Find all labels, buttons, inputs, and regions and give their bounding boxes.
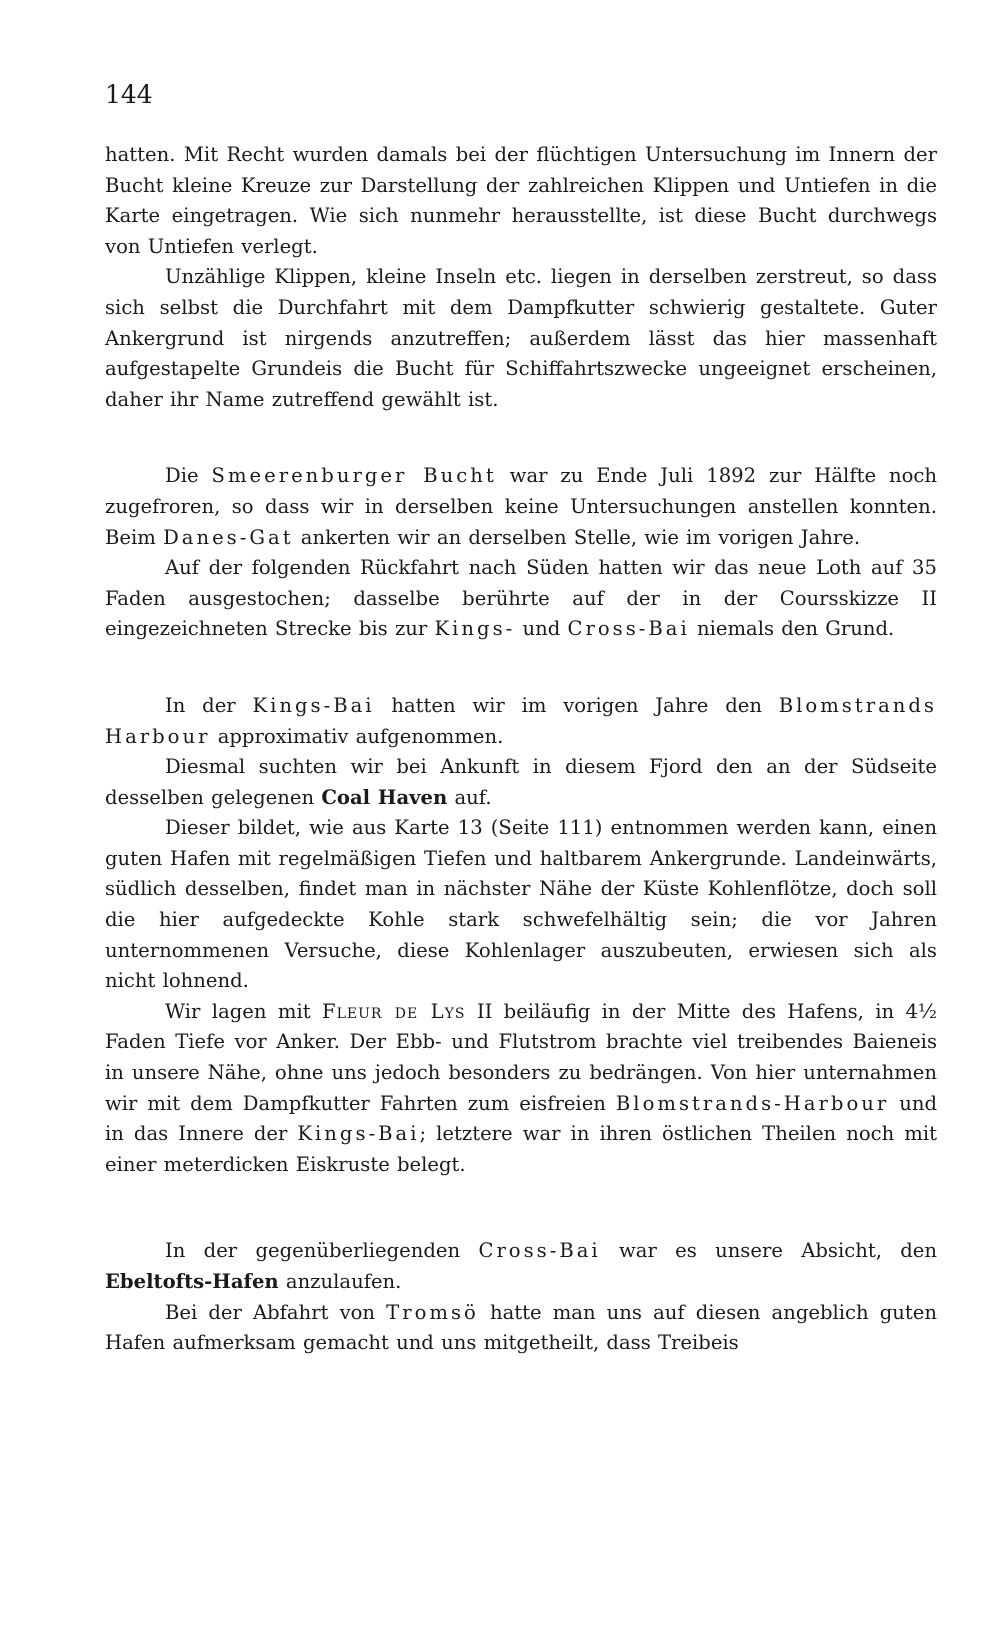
text-run: Bei der Abfahrt von xyxy=(165,1300,387,1324)
text-run: anzulaufen. xyxy=(278,1270,402,1293)
text-run: und in das Innere der xyxy=(105,1091,938,1146)
text-run: niemals den Grund. xyxy=(689,617,895,641)
text-run-spaced: Danes-Gat xyxy=(163,525,294,549)
text-run: und xyxy=(515,617,568,641)
page-number: 144 xyxy=(105,80,153,109)
text-run-spaced: Kings- xyxy=(434,617,516,641)
text-run: auf. xyxy=(447,785,492,809)
text-run: Dieser bildet, wie aus Karte 13 (Seite 111) entnommen werden kann, einen guten Hafen mit regelmäßigen Tiefen und haltbarem Ankergrunde. Landeinwärts, südlich desselben, findet man in nächster Nähe der Küste Kohlenflötze, doch soll die hier aufgedeckte Kohle stark schwefelhältig sein; die vor Jahren unternommenen Versuche, diese Kohlenlager auszubeuten, erwiesen sich als nicht lohnend. xyxy=(105,816,937,993)
text-run-spaced: Cross-Bai xyxy=(567,617,690,641)
text-run: Diesmal suchten wir bei Ankunft in diesem Fjord den an der Südseite desselben gelegenen xyxy=(105,755,937,809)
paragraph-p7 xyxy=(105,813,937,997)
text-run: war zu Ende Juli 1892 zur Hälfte noch zugefroren, so dass wir in derselben keine Untersuchungen anstellen konnten. Beim xyxy=(105,464,937,549)
text-run-spaced: Kings-Bai xyxy=(297,1122,420,1146)
text-run-spaced: Tromsö xyxy=(386,1300,479,1324)
text-run: ; letztere war in ihren östlichen Theilen noch mit einer meterdicken Eiskruste belegt. xyxy=(105,1122,937,1176)
text-run: war es unsere Absicht, den xyxy=(600,1239,937,1263)
document-page xyxy=(105,80,937,1359)
text-run-spaced: Smeerenburger Bucht xyxy=(211,464,497,488)
paragraph-p5 xyxy=(105,691,937,752)
text-run-smallcaps: Fleur de Lys xyxy=(321,999,466,1023)
paragraph-p8 xyxy=(105,997,937,1181)
text-run: Auf der folgenden Rückfahrt nach Süden hatten wir das neue Loth auf 35 Faden ausgestochen; dasselbe berührte auf der in der Coursskizze II eingezeichneten Strecke bis zur xyxy=(105,556,937,641)
paragraph-p4 xyxy=(105,553,937,645)
paragraph-p2 xyxy=(105,262,937,415)
text-run: Die xyxy=(165,464,212,488)
text-run-spaced: Blomstrands Harbour xyxy=(105,693,937,748)
paragraph-p3 xyxy=(105,461,937,553)
paragraph-p6 xyxy=(105,752,937,813)
text-run: hatten. Mit Recht wurden damals bei der flüchtigen Untersuchung im Innern der Bucht kleine Kreuze zur Darstellung der zahlreichen Klippen und Untiefen in die Karte eingetragen. Wie sich nunmehr herausstellte, ist diese Bucht durchwegs von Untiefen verlegt. xyxy=(105,143,937,258)
text-run-spaced: Blomstrands-Harbour xyxy=(615,1091,890,1115)
paragraph-p10 xyxy=(105,1298,937,1359)
text-run: Unzählige Klippen, kleine Inseln etc. liegen in derselben zerstreut, so dass sich selbst die Durchfahrt mit dem Dampfkutter schwierig gestaltete. Guter Ankergrund ist nirgends anzutreffen; außerdem lässt das hier massenhaft aufgestapelte Grundeis die Bucht für Schiffahrtszwecke ungeeignet erscheinen, daher ihr Name zutreffend gewählt ist. xyxy=(105,265,937,411)
text-run: In der gegenüberliegenden xyxy=(165,1239,479,1263)
paragraph-p9 xyxy=(105,1236,937,1297)
text-run: hatten wir im vorigen Jahre den xyxy=(374,693,779,717)
text-run-spaced: Kings-Bai xyxy=(252,693,375,717)
text-run: approximativ aufgenommen. xyxy=(210,724,504,748)
text-run: ankerten wir an derselben Stelle, wie im vorigen Jahre. xyxy=(293,525,861,549)
text-run-bold: Coal Haven xyxy=(321,785,448,809)
text-run: hatte man uns auf diesen angeblich guten Hafen aufmerksam gemacht und uns mitgetheilt, dass Treibeis xyxy=(105,1300,937,1355)
body-text xyxy=(105,140,937,1359)
text-run-bold: Ebeltofts-Hafen xyxy=(105,1270,279,1293)
text-run-spaced: Cross-Bai xyxy=(478,1239,601,1263)
text-run: Wir lagen mit xyxy=(165,999,322,1023)
text-run: In der xyxy=(165,693,253,717)
text-run: II beiläufig in der Mitte des Hafens, in 4½ Faden Tiefe vor Anker. Der Ebb- und Flutstrom brachte viel treibendes Baieneis in unsere Nähe, ohne uns jedoch besonders zu bedrängen. Von hier unternahmen wir mit dem Dampfkutter Fahrten zum eisfreien xyxy=(105,999,937,1115)
paragraph-p1 xyxy=(105,140,937,262)
